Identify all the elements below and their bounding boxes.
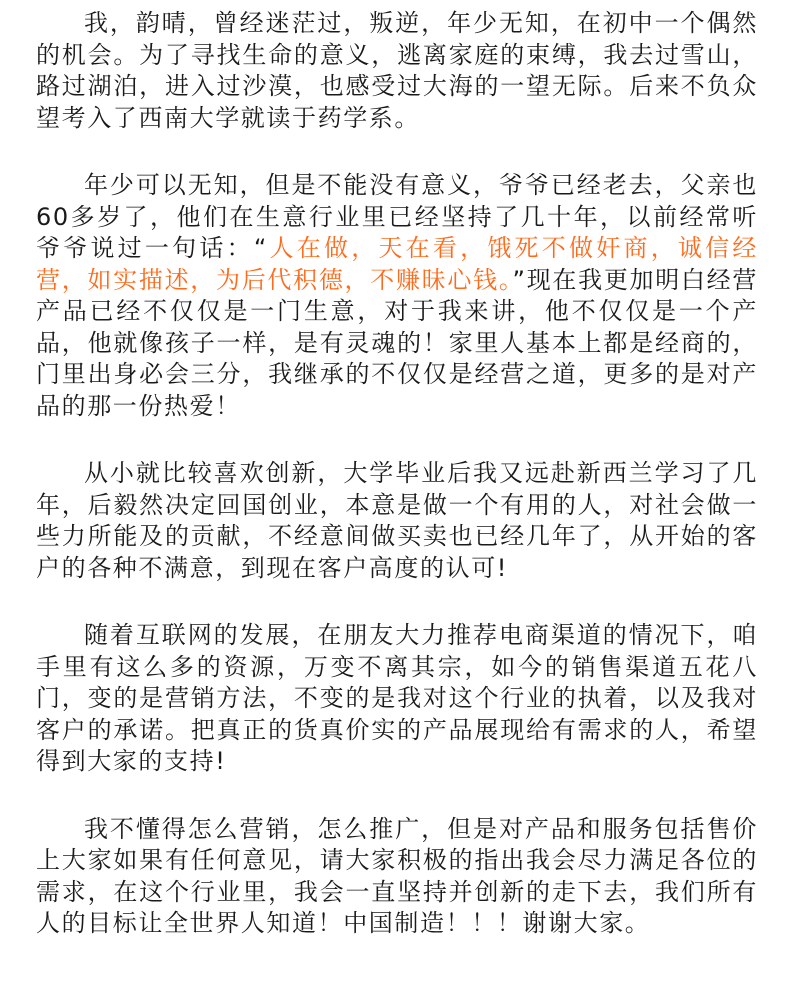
paragraph-startup: 从小就比较喜欢创新，大学毕业后我又远赴新西兰学习了几年，后毅然决定回国创业，本意是做一个有用的人，对社会做一些力所能及的贡献，不经意间做买卖也已经几年了，从开始的客户的各种不满意，到现在客户高度的认可! (36, 459, 758, 582)
motto-highlight: 人在做，天在看，饿死不做奸商，诚信经营，如实描述，为后代积德，不赚昧心钱。 (36, 234, 758, 294)
paragraph-closing: 我不懂得怎么营销，怎么推广，但是对产品和服务包括售价上大家如果有任何意见，请大家积极的指出我会尽力满足各位的需求，在这个行业里，我会一直坚持并创新的走下去，我们所有人的目标让全世界人知道！中国制造！！！谢谢大家。 (36, 814, 758, 937)
motto-lead-text: 年少可以无知，但是不能没有意义，爷爷已经老去，父亲也60多岁了，他们在生意行业里已经坚持了几十年，以前经常听爷爷说过一句话：“ (36, 171, 758, 262)
motto-follow-text: ”现在我更加明白经营产品已经不仅仅是一门生意，对于我来讲，他不仅仅是一个产品，他就像孩子一样，是有灵魂的！家里人基本上都是经商的，门里出身必会三分，我继承的不仅仅是经营之道，更多的是对产品的那一份热爱！ (36, 265, 758, 420)
paragraph-intro: 我，韵晴，曾经迷茫过，叛逆，年少无知，在初中一个偶然的机会。为了寻找生命的意义，逃离家庭的束缚，我去过雪山，路过湖泊，进入过沙漠，也感受过大海的一望无际。后来不负众望考入了西南大学就读于药学系。 (36, 9, 758, 132)
paragraph-family-motto (36, 170, 758, 422)
paragraph-internet: 随着互联网的发展，在朋友大力推荐电商渠道的情况下，咱手里有这么多的资源，万变不离其宗，如今的销售渠道五花八门，变的是营销方法，不变的是我对这个行业的执着，以及我对客户的承诺。把真正的货真价实的产品展现给有需求的人，希望得到大家的支持! (36, 621, 758, 775)
